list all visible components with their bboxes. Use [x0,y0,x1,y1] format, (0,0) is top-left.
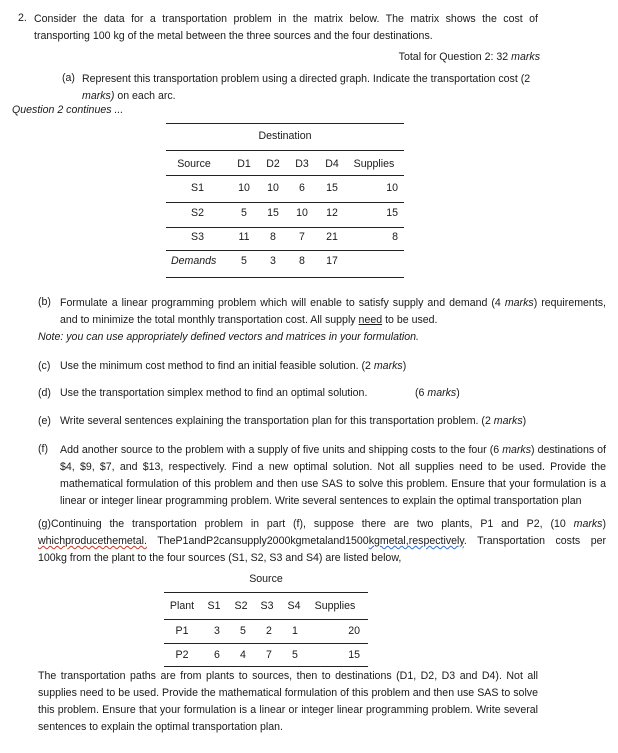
part-b-body-2: ) requirements, and to minimize the total monthly transportation cost. All supply [60,297,606,326]
table-cell: 10 [296,207,308,219]
table-cell: 5 [240,625,246,637]
part-f-text [60,442,606,510]
part-b-body: Formulate a linear programming problem which will enable to satisfy supply and demand (4 [60,297,505,309]
part-d-marks-pre: (6 [415,387,428,399]
question-number: 2. [18,12,27,24]
part-b-need: need [358,314,383,326]
part-c-text [60,360,406,372]
closing-paragraph: The transportation paths are from plants to sources, then to destinations (D1, D2, D3 and D4). Not all supplies need to be used. Provide the mathematical formulation of this problem and then use SAS to solve this problem. Ensure that your formulation is a linear or integer linear programming problem. Write several sentences to explain the optimal transportation plan. [38,670,538,733]
table-cell: 21 [326,231,338,243]
table-cell: 6 [299,182,305,194]
table-cell: 5 [292,649,298,661]
part-d-text: Use the transportation simplex method to find an optimal solution. [60,387,368,399]
part-b-marks: marks [504,297,534,309]
table-cell: 3 [270,255,276,267]
table-cell: 1 [292,625,298,637]
total-marks: marks [511,51,540,63]
part-b-body-3: to be used. [382,314,438,326]
table2-header-s2: S2 [234,600,248,612]
table-cell: 8 [299,255,305,267]
part-a-body: Represent this transportation problem using a directed graph. Indicate the transportation cost (2 [82,73,531,85]
table2-header-plant: Plant [169,600,195,612]
part-g-close: ) [602,518,606,530]
part-d-close: ) [456,387,460,399]
part-c-body: Use the minimum cost method to find an initial feasible solution. (2 [60,360,374,372]
part-b-label: (b) [38,296,51,308]
part-c-close: ) [402,360,407,372]
table1-demand-label: Demands [171,255,217,267]
part-a-label: (a) [62,72,75,84]
table-cell: 2 [266,625,272,637]
table-cell: 15 [267,207,279,219]
part-e-marks: marks [493,415,523,427]
part-d-marks-word: marks [427,387,457,399]
table1-header-source: Source [177,158,211,170]
part-e-close: ) [522,415,527,427]
part-f-marks: marks [502,444,532,456]
table-cell: 20 [348,625,360,637]
table-cell: 10 [386,182,398,194]
table1-header-d1: D1 [237,158,251,170]
part-c-label: (c) [38,360,51,372]
part-g-kgmetal: kgmetal,respectively [368,535,464,547]
table-cell: 5 [241,207,247,219]
part-b-text [60,295,606,329]
table2-header-s4: S4 [287,600,301,612]
question-intro: Consider the data for a transportation problem in the matrix below. The matrix shows the cost of transporting 100 kg of the metal between the three sources and the four destinations. [34,13,538,42]
table-cell: 12 [326,207,338,219]
table-cell: 6 [214,649,220,661]
part-a-text [82,71,548,105]
table-cell: 5 [241,255,247,267]
part-f-body-2: ) destinations of $4, $9, $7, and $13, respectively. Find a new optimal solution. Not all supplies need to be used. Provide the mathematical formulation of this problem and then use SAS to solve this problem. Ensure that your formulation is a linear or integer linear programming problem. Write several sentences to explain the optimal transportation plan [60,444,606,507]
part-g-marks: marks [573,518,603,530]
table-cell: 7 [299,231,305,243]
part-f-body: Add another source to the problem with a supply of five units and shipping costs to the four (6 [60,444,503,456]
part-c-marks: marks [373,360,403,372]
table1-header-d4: D4 [325,158,339,170]
part-d-marks [415,387,460,399]
table-cell: 10 [267,182,279,194]
table2-title: Source [249,573,283,585]
table-cell: 15 [348,649,360,661]
part-e-label: (e) [38,415,51,427]
part-g-mid: TheP1andP2cansupply2000kgmetaland1500 [146,535,369,547]
question-total [399,51,540,63]
part-e-text [60,415,526,427]
table1-title: Destination [258,130,312,142]
total-text: Total for Question 2: 32 [398,51,512,63]
table-cell: 10 [238,182,250,194]
table1-header-d3: D3 [295,158,309,170]
table-cell: 15 [386,207,398,219]
table-cell: S1 [191,182,204,194]
part-e-body: Write several sentences explaining the transportation plan for this transportation problem. (2 [60,415,494,427]
table-cell: 4 [240,649,246,661]
part-b-note: Note: you can use appropriately defined vectors and matrices in your formulation. [38,331,419,343]
part-g-label: (g) [38,518,51,530]
table1-header-d2: D2 [266,158,280,170]
table-cell: 3 [214,625,220,637]
table-cell: 17 [326,255,338,267]
part-f-label: (f) [38,443,48,455]
part-g-squiggle: whichproducethemetal. [38,535,147,547]
table-cell: 15 [326,182,338,194]
table-cell: P1 [175,625,189,637]
table-cell: 11 [238,231,250,243]
table2-header-s1: S1 [207,600,221,612]
table-cell: 8 [392,231,398,243]
part-g-body: Continuing the transportation problem in part (f), suppose there are two plants, P1 and P2, (10 [50,518,574,530]
part-g-body-2: . Transportation costs per 100kg from the plant to the four sources (S1, S2, S3 and S4) are listed below, [38,535,606,564]
table-cell: S3 [191,231,204,243]
part-d-label: (d) [38,387,51,399]
table1-header-supplies: Supplies [353,158,395,170]
part-g-text [38,516,606,567]
part-a-marks: marks) [82,90,115,102]
table-cell: 7 [266,649,272,661]
table-cell: P2 [175,649,189,661]
table-cell: 8 [270,231,276,243]
question-continues: Question 2 continues ... [12,104,124,116]
table-cell: S2 [191,207,204,219]
table2-header-s3: S3 [260,600,274,612]
part-a-tail: on each arc. [114,90,176,102]
table2-header-supplies: Supplies [314,600,356,612]
